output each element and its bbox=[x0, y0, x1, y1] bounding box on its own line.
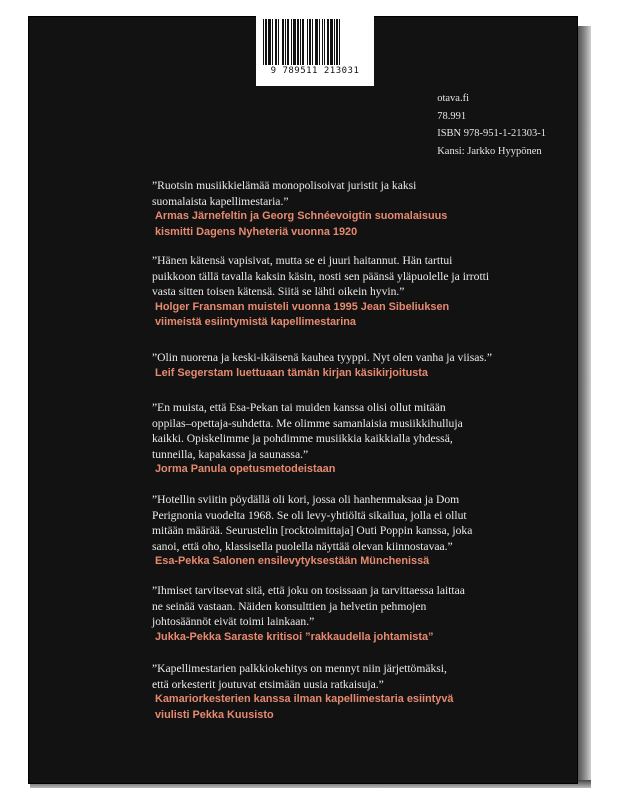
quote-text bbox=[152, 350, 572, 366]
quote-block bbox=[152, 350, 572, 381]
quote-line: ne seinää vastaan. Näiden konsulttien ja helvetin pehmojen bbox=[152, 599, 427, 613]
quote-line: ”En muista, että Esa-Pekan tai muiden kanssa olisi ollut mitään bbox=[152, 401, 446, 414]
quote-text bbox=[152, 583, 572, 630]
attribution-line: Kamariorkesterien kanssa ilman kapellimestaria esiintyvä bbox=[155, 693, 454, 706]
quote-block bbox=[152, 583, 572, 645]
library-classification: 78.991 bbox=[437, 110, 467, 122]
quote-line: ”Hotellin sviitin pöydällä oli kori, jossa oli hanhenmaksaa ja Dom bbox=[152, 493, 460, 506]
quote-attribution bbox=[152, 462, 572, 478]
quote-list bbox=[28, 16, 578, 784]
quote-block bbox=[152, 400, 572, 478]
attribution-line: Esa-Pekka Salonen ensilevytyksestään Münchenissä bbox=[155, 555, 430, 568]
quote-attribution bbox=[152, 209, 572, 240]
quote-line: suomalaista kapellimestaria.” bbox=[152, 194, 289, 208]
quote-text bbox=[152, 400, 572, 462]
quote-line: puikkoon tällä tavalla kaksin käsin, nosti sen päänsä yläpuolelle ja irrotti bbox=[152, 269, 490, 283]
quote-block bbox=[152, 661, 572, 723]
quote-line: ”Hänen kätensä vapisivat, mutta se ei juuri haitannut. Hän tarttui bbox=[152, 254, 453, 267]
attribution-line: Jukka-Pekka Saraste kritisoi ”rakkaudella johtamista” bbox=[155, 630, 434, 643]
quote-line: sanoi, että oho, klassisella puolella näyttää olevan kiinnostavaa.” bbox=[152, 539, 453, 553]
attribution-line: Armas Järnefeltin ja Georg Schnéevoigtin suomalaisuus bbox=[155, 210, 448, 223]
quote-line: ”Olin nuorena ja keski-ikäisenä kauhea tyyppi. Nyt olen vanha ja viisas.” bbox=[152, 351, 492, 364]
publisher-website: otava.fi bbox=[437, 93, 469, 104]
quote-text bbox=[152, 253, 572, 300]
quote-line: Perignonia vuodelta 1968. Se oli levy-yhtiöltä sikailua, jolla ei ollut bbox=[152, 508, 467, 522]
quote-line: että orkesterit joutuvat etsimään uusia ratkaisuja.” bbox=[152, 677, 384, 691]
quote-block bbox=[152, 492, 572, 570]
quote-attribution bbox=[152, 366, 572, 382]
cover-credit: Kansi: Jarkko Hyypönen bbox=[437, 145, 542, 157]
quote-line: mitään määrää. Seurustelin [rocktoimittaja] Outi Poppin kanssa, joka bbox=[152, 524, 473, 538]
isbn-text: ISBN 978-951-1-21303-1 bbox=[437, 128, 546, 139]
quote-text bbox=[152, 661, 572, 692]
book-back-cover bbox=[28, 16, 578, 784]
quote-block bbox=[152, 253, 572, 331]
quote-line: kaikki. Opiskelimme ja pohdimme musiikkia kaikkialla yhdessä, bbox=[152, 432, 453, 446]
attribution-line: viulisti Pekka Kuusisto bbox=[155, 708, 274, 721]
quote-line: ”Kapellimestarien palkkiokehitys on mennyt niin järjettömäksi, bbox=[152, 662, 447, 675]
quote-line: vasta sitten toisen kätensä. Siitä se lähti oikein hyvin.” bbox=[152, 285, 405, 299]
quote-line: johtosäännöt eivät toimi lainkaan.” bbox=[152, 615, 315, 629]
quote-attribution bbox=[152, 554, 572, 570]
attribution-line: Jorma Panula opetusmetodeistaan bbox=[155, 463, 336, 476]
attribution-line: Leif Segerstam luettuaan tämän kirjan käsikirjoitusta bbox=[155, 366, 428, 379]
quote-attribution bbox=[152, 692, 572, 723]
quote-attribution bbox=[152, 300, 572, 331]
quote-block bbox=[152, 178, 572, 240]
quote-text bbox=[152, 178, 572, 209]
quote-attribution bbox=[152, 630, 572, 646]
attribution-line: viimeistä esiintymistä kapellimestarina bbox=[155, 316, 356, 329]
quote-line: ”Ruotsin musiikkielämää monopolisoivat juristit ja kaksi bbox=[152, 179, 417, 192]
attribution-line: Holger Fransman muisteli vuonna 1995 Jean Sibeliuksen bbox=[155, 300, 450, 313]
quote-line: tunneilla, kapakassa ja saunassa.” bbox=[152, 447, 309, 461]
quote-text bbox=[152, 492, 572, 554]
barcode-number: 9 789511 213031 bbox=[270, 66, 360, 76]
quote-line: ”Ihmiset tarvitsevat sitä, että joku on tosissaan ja tarvittaessa laittaa bbox=[152, 584, 465, 597]
attribution-line: kismitti Dagens Nyheteriä vuonna 1920 bbox=[155, 225, 358, 238]
quote-line: oppilas–opettaja-suhdetta. Me olimme samanlaisia musiikkihulluja bbox=[152, 416, 463, 430]
